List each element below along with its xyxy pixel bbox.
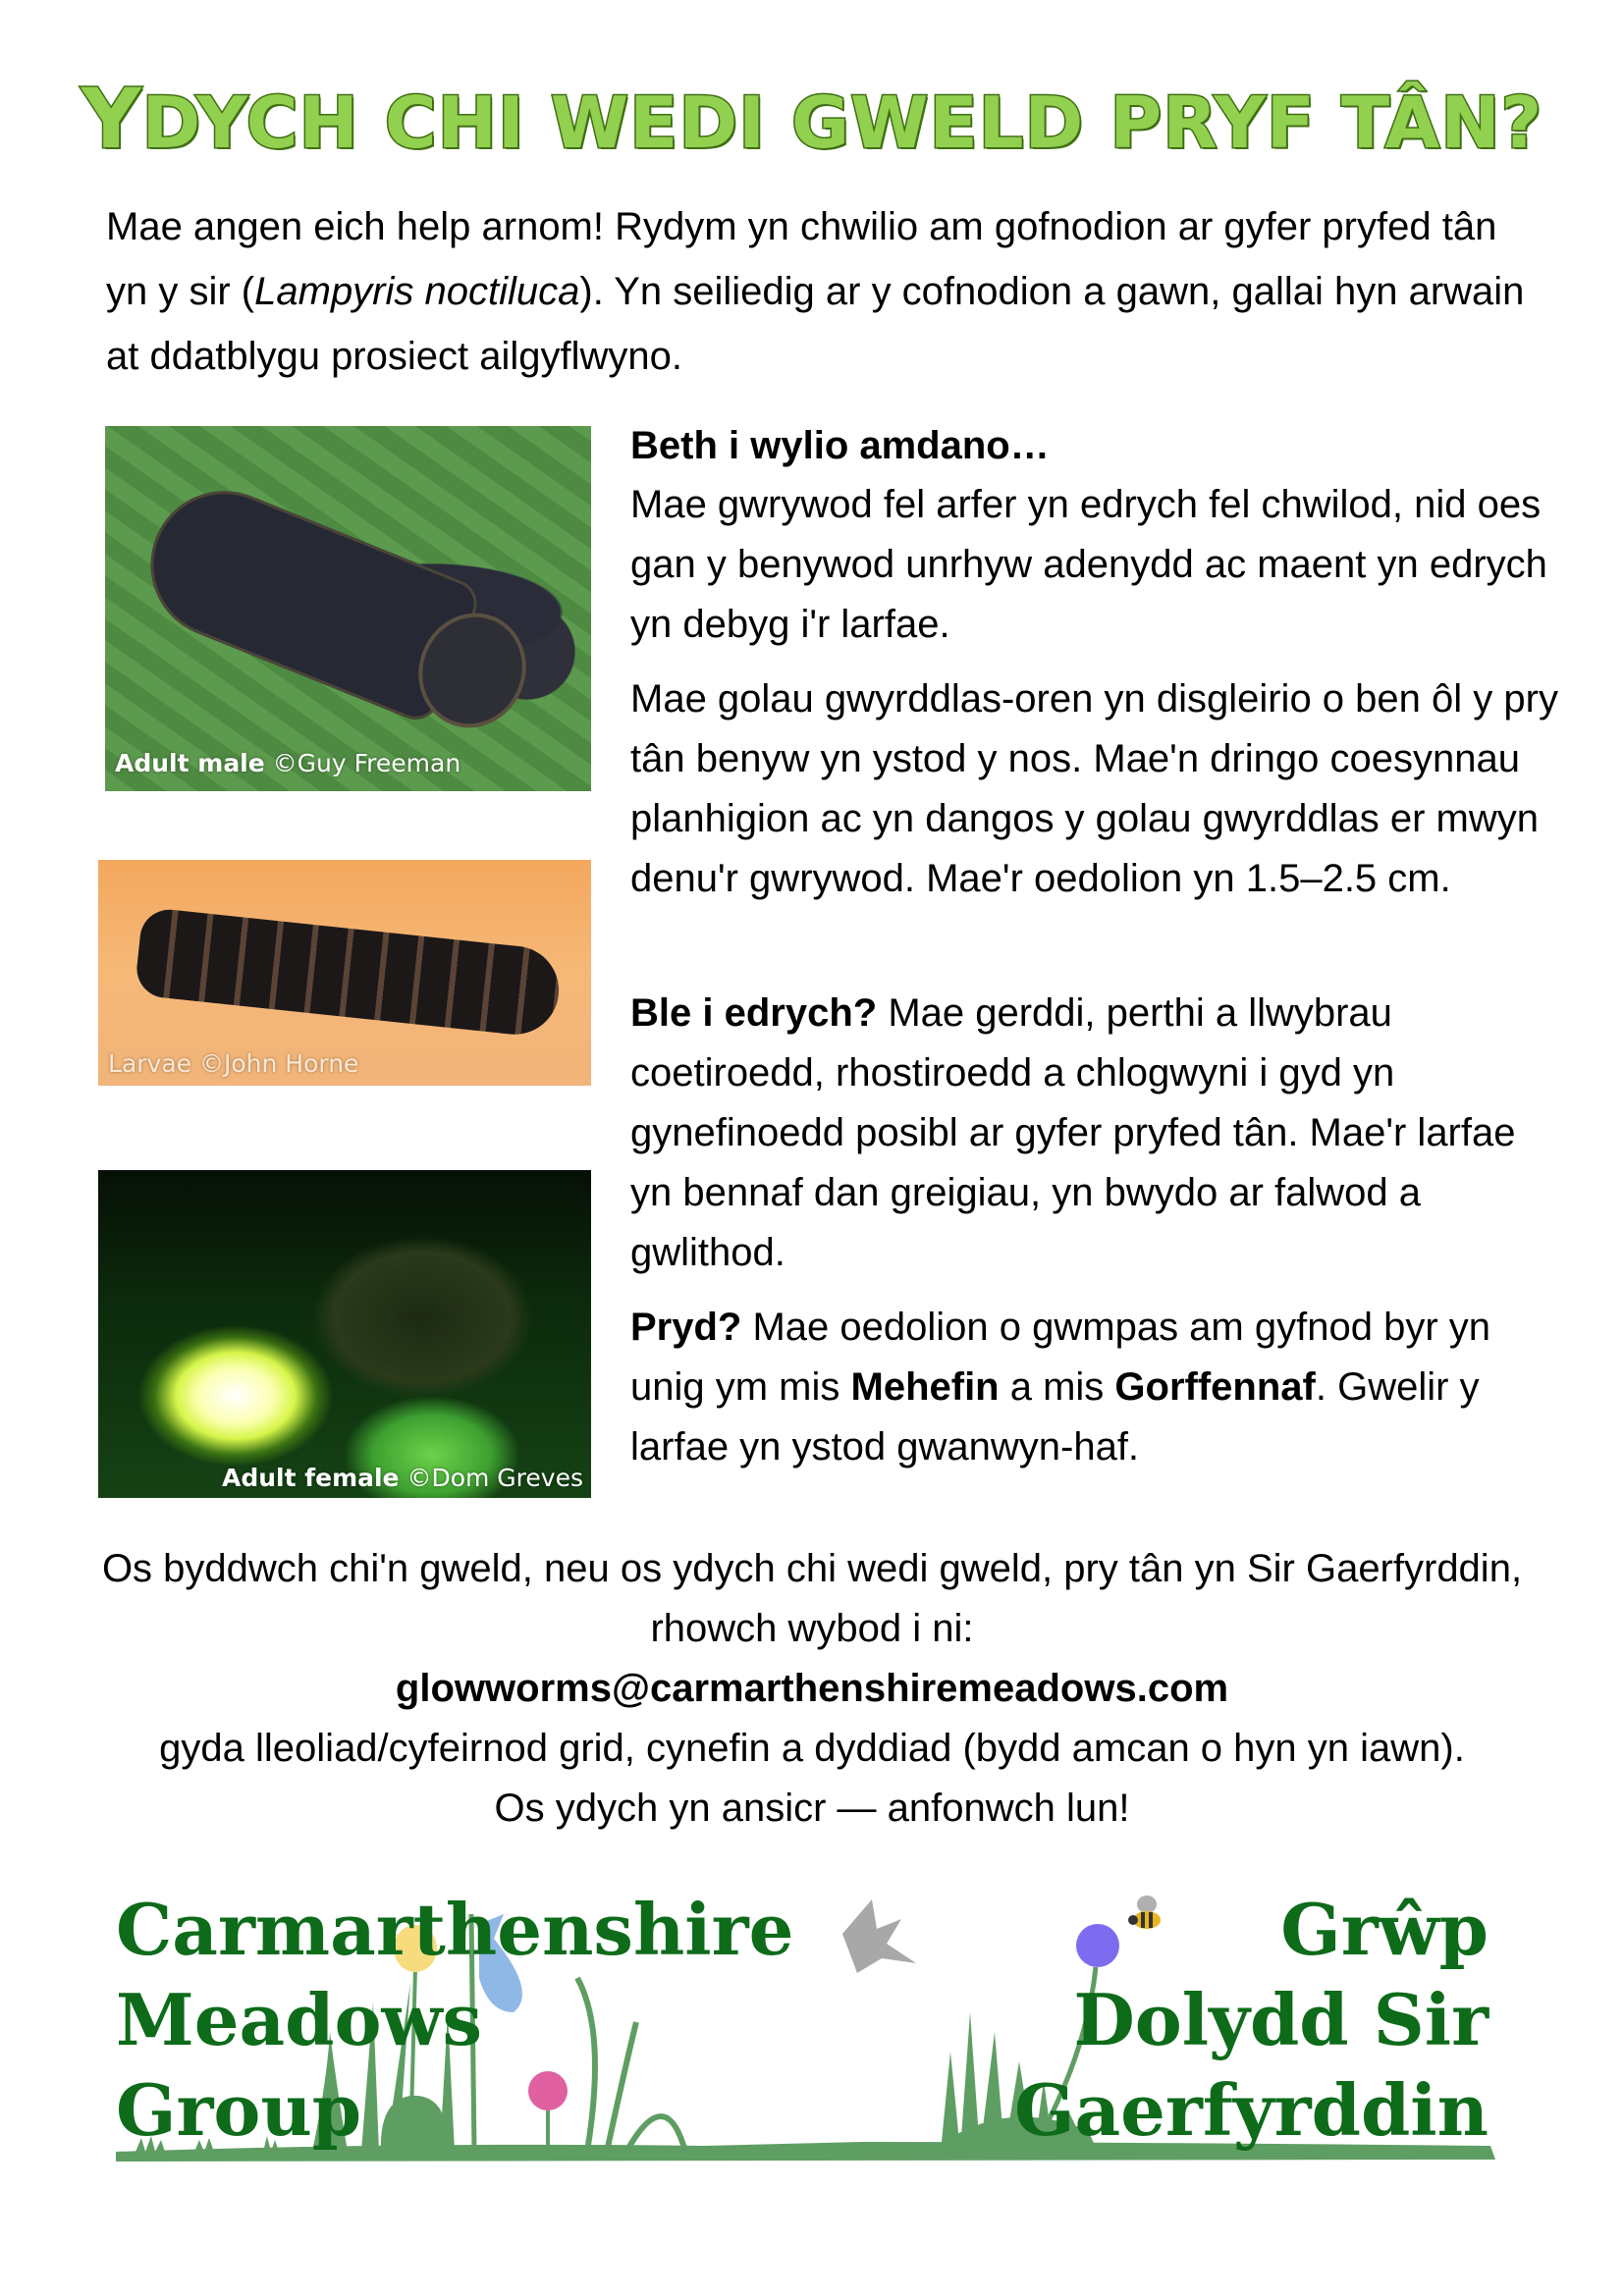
- photo-caption: [222, 1464, 583, 1492]
- photo-caption: [108, 1049, 358, 1078]
- photo-larvae: [98, 860, 591, 1086]
- organisation-logo: [116, 1885, 1500, 2179]
- info-paragraph-where: [630, 984, 1563, 1283]
- contact-details: gyda lleoliad/cyfeirnod grid, cynefin a dyddiad (bydd amcan o hyn yn iawn).: [159, 1727, 1465, 1770]
- intro-text-1: Mae angen eich help arnom! Rydym yn chwilio am gofnodion ar gyfer pryfed tân yn y sir (: [106, 205, 1497, 313]
- heading-text: Beth i wylio amdano…: [630, 424, 1050, 467]
- title-rest: DYCH CHI WEDI GWELD PRYF TÂN?: [141, 81, 1543, 164]
- caption-bold: Adult male: [115, 749, 265, 777]
- logo-en-line-3: Group: [116, 2068, 362, 2152]
- intro-text-2: ). Yn seiliedig ar y cofnodion a gawn, gallai hyn arwain at ddatblygu prosiect ailgyflwyno.: [106, 270, 1525, 378]
- month-july: Gorffennaf: [1114, 1365, 1316, 1409]
- logo-cy-line-2: Dolydd Sir: [1073, 1978, 1489, 2061]
- species-name: Lampyris noctiluca: [254, 270, 580, 313]
- title-initial: Y: [81, 71, 142, 167]
- caption-credit: Larvae ©John Horne: [108, 1049, 359, 1078]
- logo-en-line-1: Carmarthenshire: [116, 1888, 794, 1971]
- contact-photo-note: Os ydych yn ansicr — anfonwch lun!: [494, 1787, 1130, 1830]
- caption-bold: Adult female: [221, 1464, 400, 1492]
- photo-adult-male: [105, 426, 591, 791]
- logo-welsh-name: [1014, 1885, 1489, 2156]
- page-title: [0, 71, 1624, 167]
- info-paragraph-glow: Mae golau gwyrddlas-oren yn disgleirio o ben ôl y pry tân benyw yn ystod y nos. Mae'n dringo coesynnau planhigion ac yn dangos y golau gwyrddlas er mwyn denu'r gwrywod. Mae'r oedolion yn 1.5–2.5 cm.: [630, 677, 1558, 900]
- photo-caption: [115, 749, 460, 777]
- contact-email-link[interactable]: glowworms@carmarthenshiremeadows.com: [395, 1667, 1229, 1710]
- month-june: Mehefin: [850, 1365, 1000, 1409]
- caption-credit: ©Dom Greves: [399, 1464, 583, 1492]
- when-label: Pryd?: [630, 1306, 742, 1349]
- when-text-b: a mis: [999, 1365, 1115, 1409]
- logo-cy-line-1: Grŵp: [1280, 1888, 1489, 1971]
- when-text-c: . Gwelir y larfae yn ystod gwanwyn-haf.: [630, 1365, 1480, 1468]
- larva-image: [134, 907, 563, 1039]
- where-label: Ble i edrych?: [630, 991, 878, 1035]
- logo-cy-line-3: Gaerfyrddin: [1013, 2068, 1489, 2152]
- info-paragraph-appearance: Mae gwrywod fel arfer yn edrych fel chwilod, nid oes gan y benywod unrhyw adenydd ac maent yn edrych yn debyg i'r larfae.: [630, 483, 1547, 646]
- logo-english-name: [116, 1885, 793, 2156]
- contact-section: [98, 1539, 1526, 1839]
- caption-credit: ©Guy Freeman: [264, 749, 461, 777]
- where-text: Mae gerddi, perthi a llwybrau coetiroedd, rhostiroedd a chlogwyni i gyd yn gynefinoedd posibl ar gyfer pryfed tân. Mae'r larfae yn bennaf dan greigiau, yn bwydo ar falwod a gwlithod.: [630, 991, 1516, 1274]
- contact-intro: Os byddwch chi'n gweld, neu os ydych chi wedi gweld, pry tân yn Sir Gaerfyrddin, rhowch wybod i ni:: [101, 1547, 1523, 1650]
- info-paragraph-when: [630, 1298, 1563, 1477]
- when-text-a: Mae oedolion o gwmpas am gyfnod byr yn unig ym mis: [630, 1306, 1490, 1409]
- logo-en-line-2: Meadows: [116, 1978, 483, 2061]
- info-heading: [630, 416, 1563, 476]
- photo-adult-female: [98, 1170, 591, 1498]
- intro-paragraph: [106, 194, 1540, 389]
